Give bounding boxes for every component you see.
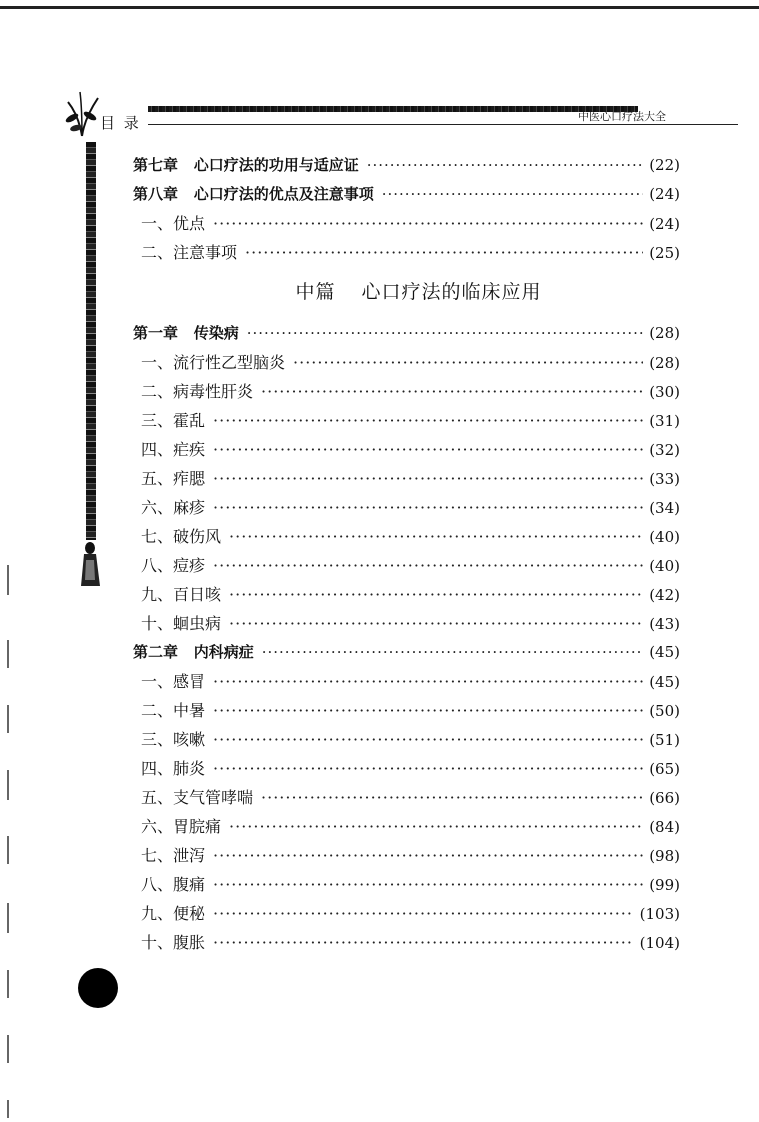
toc-section[interactable]	[133, 464, 680, 493]
toc-section[interactable]	[133, 754, 680, 783]
toc-section[interactable]	[133, 928, 680, 957]
table-of-contents	[133, 151, 680, 957]
toc-section[interactable]	[133, 667, 680, 696]
part-title: 心口疗法的临床应用	[361, 281, 542, 303]
toc-section[interactable]	[133, 783, 680, 812]
page-number: (43)	[649, 615, 680, 633]
toc-section[interactable]	[133, 435, 680, 464]
top-border-rule	[0, 6, 759, 9]
left-edge-marks	[0, 0, 20, 1122]
section-title: 一、优点	[141, 214, 206, 233]
toc-section[interactable]	[133, 377, 680, 406]
chapter-title: 第八章 心口疗法的优点及注意事项	[133, 185, 374, 203]
page-number: (32)	[649, 441, 680, 459]
toc-section[interactable]	[133, 899, 680, 928]
page-number: (99)	[649, 876, 680, 894]
page-number: (24)	[649, 185, 680, 203]
leader-dots	[261, 783, 643, 812]
page-number: (28)	[649, 354, 680, 372]
page-number: (98)	[649, 847, 680, 865]
page-number: (34)	[649, 499, 680, 517]
leader-dots	[213, 435, 643, 464]
toc-section[interactable]	[133, 725, 680, 754]
toc-section[interactable]	[133, 238, 680, 267]
page-number: (40)	[649, 528, 680, 546]
leader-dots	[213, 464, 643, 493]
page-number: (22)	[649, 156, 680, 174]
section-title: 五、痄腮	[141, 469, 206, 488]
toc-chapter-1[interactable]	[133, 319, 680, 348]
section-title: 六、胃脘痛	[141, 817, 222, 836]
leader-dots	[213, 725, 643, 754]
toc-section[interactable]	[133, 209, 680, 238]
section-title: 十、蛔虫病	[141, 614, 222, 633]
section-title: 九、便秘	[141, 904, 206, 923]
section-title: 一、流行性乙型脑炎	[141, 353, 286, 372]
section-title: 七、破伤风	[141, 527, 222, 546]
header-underline	[148, 124, 738, 125]
black-dot-marker	[78, 968, 118, 1008]
leader-dots	[213, 870, 643, 899]
leader-dots	[229, 812, 643, 841]
section-title: 三、咳嗽	[141, 730, 206, 749]
section-title: 六、麻疹	[141, 498, 206, 517]
header-book-title: 中医心口疗法大全	[578, 110, 666, 123]
leader-dots	[262, 638, 644, 667]
section-title: 八、痘疹	[141, 556, 206, 575]
section-title: 二、病毒性肝炎	[141, 382, 254, 401]
section-title: 七、泄泻	[141, 846, 206, 865]
page-number: (50)	[649, 702, 680, 720]
leader-dots	[229, 522, 643, 551]
toc-section[interactable]	[133, 812, 680, 841]
leader-dots	[213, 754, 643, 783]
section-title: 二、中暑	[141, 701, 206, 720]
leader-dots	[213, 209, 643, 238]
page-number: (25)	[649, 244, 680, 262]
page-number: (103)	[639, 905, 680, 923]
leader-dots	[213, 667, 643, 696]
toc-chapter-2[interactable]	[133, 638, 680, 667]
part-heading	[133, 267, 680, 319]
leader-dots	[229, 609, 643, 638]
section-title: 九、百日咳	[141, 585, 222, 604]
leader-dots	[213, 551, 643, 580]
page-number: (31)	[649, 412, 680, 430]
page-number: (33)	[649, 470, 680, 488]
section-title: 十、腹胀	[141, 933, 206, 952]
chapter-title: 第二章 内科病症	[133, 643, 254, 661]
toc-section[interactable]	[133, 609, 680, 638]
chapter-title: 第一章 传染病	[133, 324, 239, 342]
leader-dots	[367, 151, 644, 180]
section-title: 三、霍乱	[141, 411, 206, 430]
page-number: (30)	[649, 383, 680, 401]
leader-dots	[245, 238, 643, 267]
section-title: 八、腹痛	[141, 875, 206, 894]
page-header	[60, 82, 700, 142]
leader-dots	[213, 696, 643, 725]
section-title: 二、注意事项	[141, 243, 238, 262]
leader-dots	[213, 493, 643, 522]
toc-section[interactable]	[133, 348, 680, 377]
toc-section[interactable]	[133, 551, 680, 580]
section-title: 四、疟疾	[141, 440, 206, 459]
toc-section[interactable]	[133, 406, 680, 435]
page-number: (45)	[649, 643, 680, 661]
page-number: (28)	[649, 324, 680, 342]
part-number: 中篇	[295, 281, 336, 303]
page-number: (104)	[639, 934, 680, 952]
leader-dots	[213, 406, 643, 435]
toc-chapter-8[interactable]	[133, 180, 680, 209]
page-number: (45)	[649, 673, 680, 691]
chapter-title: 第七章 心口疗法的功用与适应证	[133, 156, 359, 174]
leader-dots	[247, 319, 644, 348]
page-number: (42)	[649, 586, 680, 604]
leader-dots	[213, 841, 643, 870]
toc-section[interactable]	[133, 493, 680, 522]
leader-dots	[382, 180, 644, 209]
toc-section[interactable]	[133, 841, 680, 870]
section-title: 五、支气管哮喘	[141, 788, 254, 807]
page-number: (51)	[649, 731, 680, 749]
page-number: (65)	[649, 760, 680, 778]
leader-dots	[213, 928, 634, 957]
section-title: 四、肺炎	[141, 759, 206, 778]
page-number: (24)	[649, 215, 680, 233]
leader-dots	[229, 580, 643, 609]
left-decorative-band	[86, 142, 96, 540]
page-number: (66)	[649, 789, 680, 807]
leader-dots	[293, 348, 643, 377]
figure-ornament-icon	[78, 540, 104, 590]
page-number: (84)	[649, 818, 680, 836]
leader-dots	[261, 377, 643, 406]
toc-section[interactable]	[133, 522, 680, 551]
toc-section[interactable]	[133, 870, 680, 899]
page-number: (40)	[649, 557, 680, 575]
toc-section[interactable]	[133, 580, 680, 609]
section-title: 一、感冒	[141, 672, 206, 691]
leader-dots	[213, 899, 634, 928]
header-section-label: 目 录	[100, 114, 141, 132]
toc-chapter-7[interactable]	[133, 151, 680, 180]
toc-section[interactable]	[133, 696, 680, 725]
header-decorative-bar	[148, 106, 638, 112]
